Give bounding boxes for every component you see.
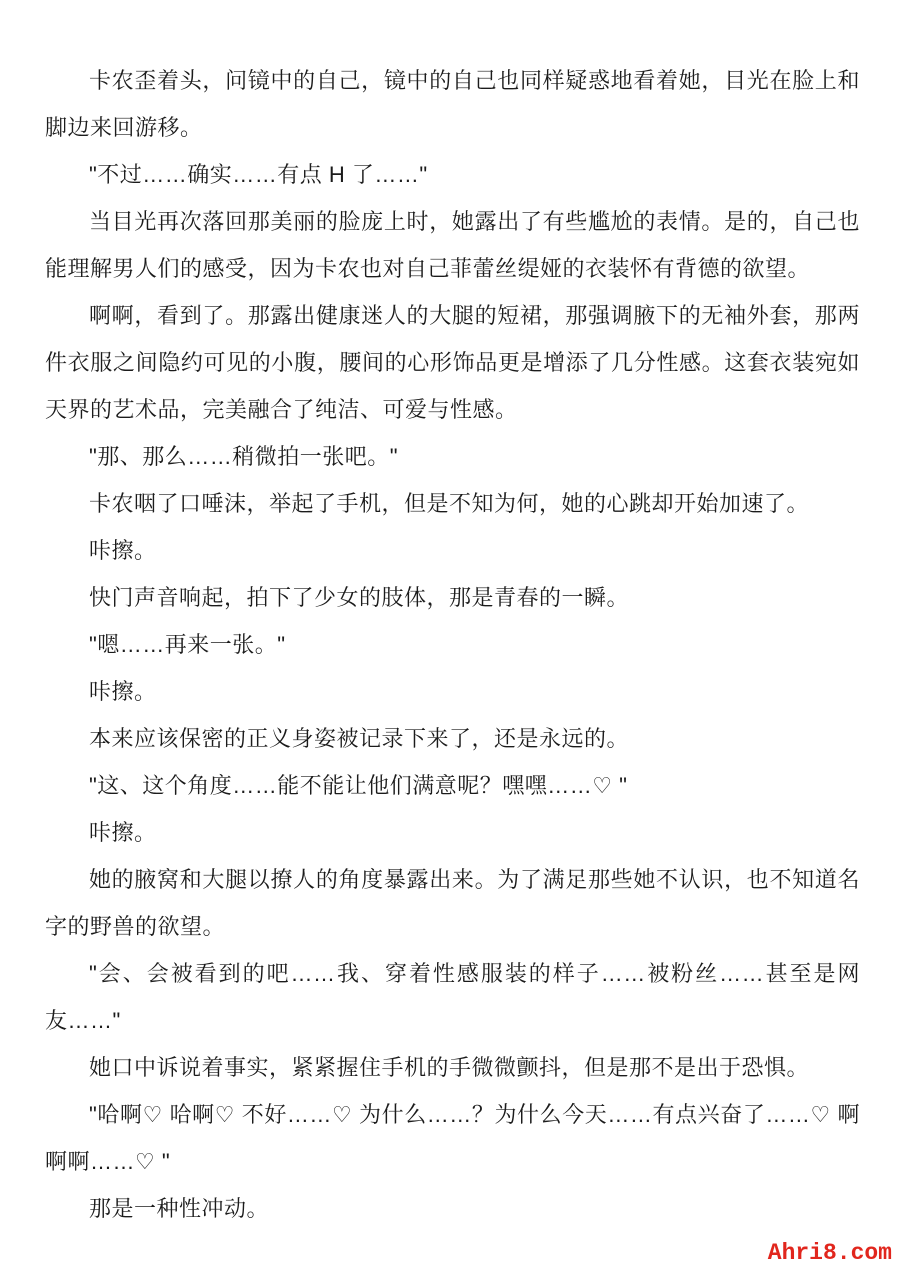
paragraph: 啊啊，看到了。那露出健康迷人的大腿的短裙，那强调腋下的无袖外套，那两件衣服之间隐约可见的小腹，腰间的心形饰品更是增添了几分性感。这套衣装宛如天界的艺术品，完美融合了纯洁、可爱与性感。 [45, 303, 860, 422]
paragraph: 那是一种性冲动。 [89, 1196, 270, 1221]
watermark: Ahri8.com [767, 1240, 892, 1266]
paragraph: 卡农歪着头，问镜中的自己，镜中的自己也同样疑惑地看着她，目光在脸上和脚边来回游移。 [45, 68, 860, 140]
paragraph: 本来应该保密的正义身姿被记录下来了，还是永远的。 [89, 726, 630, 751]
paragraph: 她的腋窝和大腿以撩人的角度暴露出来。为了满足那些她不认识，也不知道名字的野兽的欲望。 [45, 867, 860, 939]
document-body [45, 57, 860, 1232]
paragraph: "会、会被看到的吧……我、穿着性感服装的样子……被粉丝……甚至是网友……" [45, 961, 860, 1033]
paragraph: 卡农咽了口唾沫，举起了手机，但是不知为何，她的心跳却开始加速了。 [89, 491, 810, 516]
paragraph: 她口中诉说着事实，紧紧握住手机的手微微颤抖，但是那不是出于恐惧。 [89, 1055, 810, 1080]
paragraph: "不过……确实……有点 H 了……" [89, 162, 428, 187]
paragraph: "那、那么……稍微拍一张吧。" [89, 444, 399, 469]
paragraph: 咔擦。 [89, 679, 157, 704]
paragraph: 咔擦。 [89, 538, 157, 563]
paragraph: "这、这个角度……能不能让他们满意呢？嘿嘿……♡ " [89, 773, 628, 798]
paragraph: "嗯……再来一张。" [89, 632, 286, 657]
paragraph: 当目光再次落回那美丽的脸庞上时，她露出了有些尴尬的表情。是的，自己也能理解男人们的感受，因为卡农也对自己菲蕾丝缇娅的衣装怀有背德的欲望。 [45, 209, 860, 281]
paragraph: "哈啊♡ 哈啊♡ 不好……♡ 为什么……？为什么今天……有点兴奋了……♡ 啊啊啊……♡ " [45, 1102, 860, 1174]
paragraph: 咔擦。 [89, 820, 157, 845]
paragraph: 快门声音响起，拍下了少女的肢体，那是青春的一瞬。 [89, 585, 630, 610]
